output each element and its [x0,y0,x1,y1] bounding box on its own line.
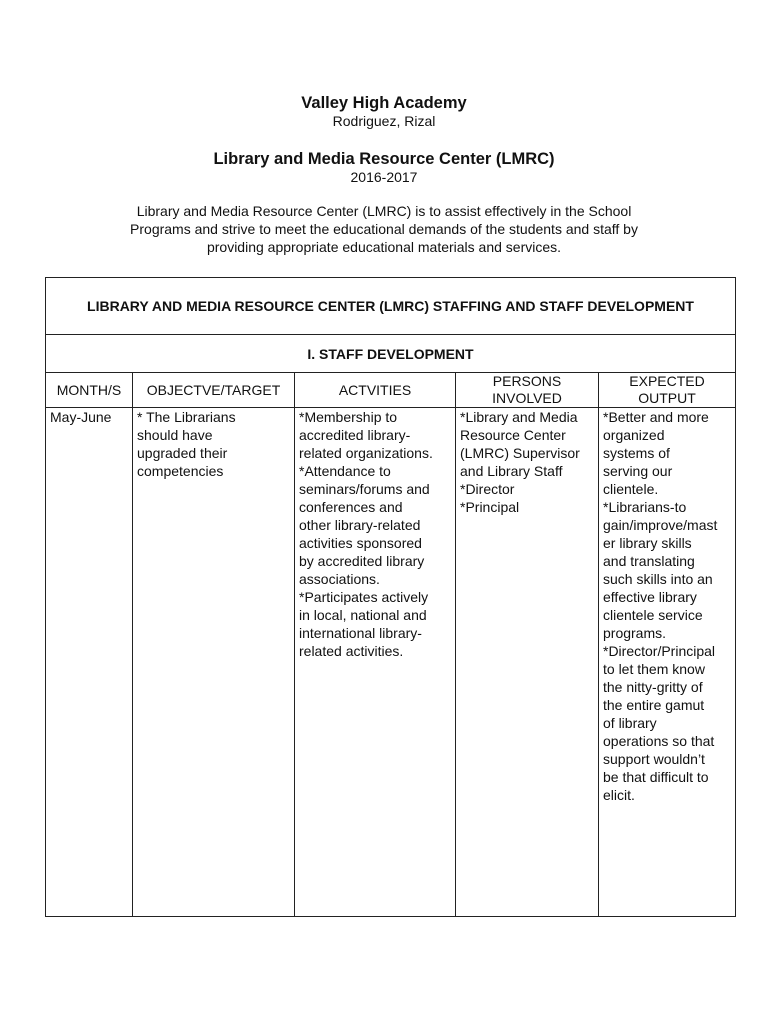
cell-month: May-June [46,408,133,917]
school-year: 2016-2017 [350,169,418,185]
cell-line: *Director [460,481,515,497]
cell-line: serving our [603,463,673,479]
cell-line: gain/improve/mast [603,517,718,533]
mission-statement [104,202,664,256]
cell-line: effective library [603,589,697,605]
column-header-persons-line: INVOLVED [492,390,562,406]
cell-line: programs. [603,625,667,641]
staff-development-table [45,277,736,917]
cell-line: conferences and [299,499,403,515]
cell-line: *Participates actively [299,589,429,605]
cell-line: *Better and more [603,409,709,425]
cell-line: support wouldn’t [603,751,705,767]
document-header [0,93,768,256]
cell-line: related activities. [299,643,404,659]
column-header-activities: ACTVITIES [295,373,456,408]
cell-line: (LMRC) Supervisor [460,445,580,461]
cell-line: competencies [137,463,224,479]
table-row [46,408,736,917]
cell-line: * The Librarians [137,409,236,425]
column-header-output-line: EXPECTED [629,373,705,389]
cell-line: the nitty-gritty of [603,679,703,695]
column-header-row [46,373,736,408]
cell-line: other library-related [299,517,421,533]
cell-line: upgraded their [137,445,228,461]
cell-line: associations. [299,571,380,587]
cell-line: the entire gamut [603,697,705,713]
cell-line: *Librarians-to [603,499,687,515]
cell-line: be that difficult to [603,769,709,785]
cell-line: should have [137,427,213,443]
cell-activities [295,408,456,917]
cell-line: *Library and Media [460,409,578,425]
cell-line: clientele. [603,481,659,497]
table-title: LIBRARY AND MEDIA RESOURCE CENTER (LMRC) STAFFING AND STAFF DEVELOPMENT [46,278,736,335]
column-header-persons-line: PERSONS [492,373,562,389]
cell-line: *Director/Principal [603,643,716,659]
cell-line: systems of [603,445,670,461]
cell-line: and translating [603,553,695,569]
cell-line: operations so that [603,733,715,749]
column-header-output [599,373,736,408]
cell-line: clientele service [603,607,703,623]
cell-line: activities sponsored [299,535,422,551]
cell-line: of library [603,715,657,731]
column-header-output-line: OUTPUT [638,390,696,406]
cell-output [599,408,736,917]
column-header-objective: OBJECTVE/TARGET [133,373,295,408]
cell-line: Resource Center [460,427,566,443]
cell-line: and Library Staff [460,463,563,479]
mission-line: providing appropriate educational materials and services. [206,239,562,255]
cell-line: such skills into an [603,571,713,587]
cell-line: er library skills [603,535,692,551]
column-header-persons [456,373,599,408]
school-name: Valley High Academy [301,94,467,112]
cell-objective [133,408,295,917]
cell-line: accredited library- [299,427,411,443]
mission-line: Programs and strive to meet the educational demands of the students and staff by [130,221,638,237]
cell-persons [456,408,599,917]
cell-line: *Principal [460,499,520,515]
cell-line: related organizations. [299,445,433,461]
cell-line: international library- [299,625,422,641]
center-title: Library and Media Resource Center (LMRC) [213,150,555,168]
cell-line: elicit. [603,787,635,803]
column-header-month: MONTH/S [46,373,133,408]
cell-line: seminars/forums and [299,481,430,497]
cell-line: *Membership to [299,409,398,425]
school-location: Rodriguez, Rizal [332,113,436,129]
cell-line: organized [603,427,665,443]
cell-line: *Attendance to [299,463,391,479]
mission-line: Library and Media Resource Center (LMRC) is to assist effectively in the School [136,203,632,219]
cell-line: by accredited library [299,553,425,569]
section-heading: I. STAFF DEVELOPMENT [46,335,736,373]
cell-line: in local, national and [299,607,427,623]
cell-line: to let them know [603,661,705,677]
